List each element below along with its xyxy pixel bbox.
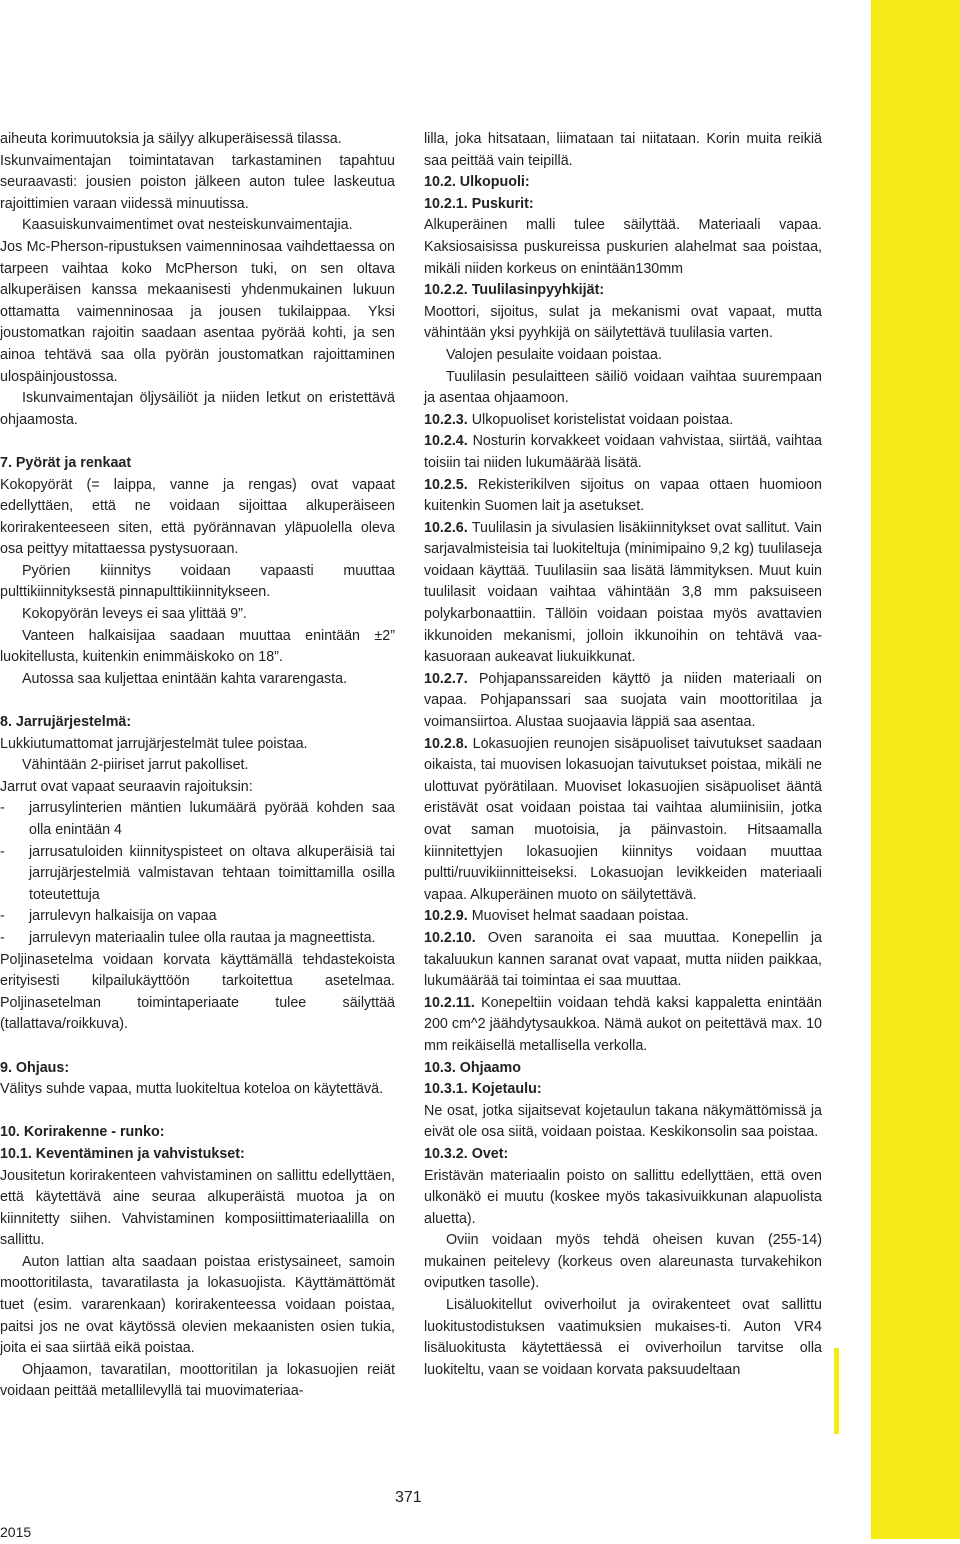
body-paragraph: Pyörien kiinnitys voidaan vapaasti muuttaa pulttikiinnityksestä pinnapulttikiinnitykseen. (0, 562, 395, 601)
section-gap (0, 1101, 395, 1123)
body-paragraph: Ne osat, jotka sijaitsevat kojetaulun takana näkymättömissä ja eivät ole osa siitä, voidaan poistaa. Keskikonsolin saa poistaa. (424, 1102, 822, 1141)
section-heading: 10.1. Keventäminen ja vahvistukset: (0, 1145, 245, 1162)
clause-number: 10.2.11. (424, 994, 475, 1011)
section-gap (0, 431, 395, 453)
clause-number: 10.2.3. (424, 411, 468, 428)
section-heading: 7. Pyörät ja renkaat (0, 454, 132, 471)
dash-marker: - (0, 843, 5, 860)
dash-item-text: jarrusylinterien mäntien lukumäärä pyörää kohden saa olla enintään 4 (29, 800, 395, 838)
body-paragraph: Alkuperäinen malli tulee säilyttää. Materiaali vapaa. Kaksiosaisissa puskureissa puskurien alahelmat saa poistaa, mikäli niiden korkeus on enintään130mm (424, 217, 822, 277)
section-heading: 9. Ohjaus: (0, 1059, 70, 1076)
clause-number: 10.2.7. (424, 670, 468, 687)
yellow-edge-bar (871, 0, 960, 1539)
dash-item-text: jarrulevyn halkaisija on vapaa (29, 908, 217, 925)
dash-item-text: jarrulevyn materiaalin tulee olla rautaa ja magneettista. (29, 929, 376, 946)
dash-list-item (0, 906, 395, 928)
numbered-paragraph (424, 906, 822, 928)
numbered-paragraph (424, 669, 822, 734)
page-number: 371 (395, 1489, 422, 1506)
clause-text: Tuulilasin ja sivulasien lisäkiinnitykset ovat sallitut. Vain sarjavalmisteisia tai luokiteltuja (minimipaino 9,2 kg) tuulilaseja voidaan käyttää. Tuulilasiin saa lisätä lämmityksen. Muut kuin tuulilasit voidaan vaihtaa vähintään 3,8 mm paksuiseen polykarbonaattiin. Tällöin voidaan poistaa myös avattavien ikkunoiden mekanismi, jolloin ikkunoihin on tehtävä vaa-kasuoraan aukeavat liukuikkunat. (424, 519, 823, 666)
body-paragraph: Jarrut ovat vapaat seuraavin rajoituksin: (0, 778, 253, 795)
body-paragraph: Valojen pesulaite voidaan poistaa. (446, 346, 662, 363)
clause-number: 10.2.5. (424, 476, 468, 493)
numbered-paragraph (424, 928, 822, 993)
body-paragraph: Lukkiutumattomat jarrujärjestelmät tulee poistaa. (0, 735, 308, 752)
section-heading: 10. Korirakenne - runko: (0, 1124, 165, 1141)
right-column (424, 129, 822, 1381)
dash-marker: - (0, 929, 5, 946)
section-gap (0, 690, 395, 712)
clause-number: 10.2.10. (424, 929, 476, 946)
clause-text: Pohjapanssareiden käyttö ja niiden materiaali on vapaa. Pohjapanssari saa suojata vain moottoritilaa ja voimansiirtoa. Alustaa suojaavia läppiä saa asentaa. (424, 670, 822, 731)
numbered-paragraph (424, 410, 822, 432)
dash-item-text: jarrusatuloiden kiinnityspisteet on oltava alkuperäisiä tai jarrujärjestelmiä valmistavan tehtaan toimittamilla osilla toteutettuja (29, 843, 395, 903)
clause-number: 10.2.9. (424, 908, 468, 925)
section-heading: 10.2.2. Tuulilasinpyyhkijät: (424, 282, 605, 299)
body-paragraph: Iskunvaimentajan öljysäiliöt ja niiden letkut on eristettävä ohjaamosta. (0, 390, 395, 428)
numbered-paragraph (424, 518, 822, 669)
body-paragraph: aiheuta korimuutoksia ja säilyy alkuperäisessä tilassa. (0, 131, 342, 147)
footer-year: 2015 (0, 1524, 32, 1540)
body-paragraph: Oviin voidaan myös tehdä oheisen kuvan (255-14) mukainen peitelevy (korkeus oven alareunasta turvakehikon oviputken tasolle). (424, 1232, 822, 1292)
section-heading: 8. Jarrujärjestelmä: (0, 714, 132, 731)
body-paragraph: Tuulilasin pesulaitteen säiliö voidaan vaihtaa suurempaan ja asentaa ohjaamoon. (424, 368, 822, 407)
body-paragraph: Lisäluokitellut oviverhoilut ja ovirakenteet ovat sallittu luokitustodistuksen vaatimuksien mukaises-ti. Auton VR4 lisäluokitusta käytettäessä ei oviverhoilun tarvitse olla luokiteltu, vaan se voidaan korvata paksuudeltaan (424, 1297, 822, 1378)
body-paragraph: Poljinasetelma voidaan korvata käyttämällä tehdastekoista erityisesti kilpailukäyttöön tarkoitettua asetelmaa. Poljinasetelman toimintaperiaate tulee säilyttää (tallattava/roikkuva). (0, 951, 395, 1033)
numbered-paragraph (424, 475, 822, 518)
body-paragraph: Iskunvaimentajan toimintatavan tarkastaminen tapahtuu seuraavasti: jousien poiston jälkeen auton tulee laskeutua rajoittimien varaan viidessä minuutissa. (0, 152, 395, 212)
dash-list-item (0, 842, 395, 907)
body-paragraph: Kaasuiskunvaimentimet ovat nesteiskunvaimentajia. (22, 217, 353, 234)
body-paragraph: Auton lattian alta saadaan poistaa eristysaineet, samoin moottoritilasta, tavaratilasta ja lokasuojista. Käyttämättömät tuet (esim. vararenkaan) korirakenteessa voidaan poistaa, paitsi jos ne ovat käytössä olevien mekaanisten osien tukia, joita ei saa siirtää eikä poistaa. (0, 1253, 395, 1357)
clause-text: Nosturin korvakkeet voidaan vahvistaa, siirtää, vaihtaa toisiin tai niiden lukumäärää lisätä. (424, 433, 822, 471)
clause-number: 10.2.6. (424, 519, 468, 536)
change-marker-bar (834, 1348, 839, 1434)
left-column (0, 129, 395, 1403)
clause-text: Rekisterikilven sijoitus on vapaa ottaen huomioon kuitenkin Suomen lait ja asetukset. (424, 476, 822, 515)
clause-number: 10.2.4. (424, 433, 468, 450)
body-paragraph: Moottori, sijoitus, sulat ja mekanismi ovat vapaat, mutta vähintään yksi pyyhkijä on säilytettävä tuulilasia varten. (424, 303, 822, 342)
section-heading: 10.3.1. Kojetaulu: (424, 1081, 542, 1098)
dash-list-item (0, 928, 395, 950)
section-heading: 10.2. Ulkopuoli: (424, 174, 530, 191)
clause-text: Muoviset helmat saadaan poistaa. (471, 908, 689, 925)
section-heading: 10.3.2. Ovet: (424, 1145, 509, 1162)
section-gap (0, 1036, 395, 1058)
body-paragraph: Kokopyörät (= laippa, vanne ja rengas) ovat vapaat edellyttäen, että ne voidaan sijoittaa alkuperäiseen korirakenteeseen siten, että pyörännavan yläpuolella oleva osa peittyy mitattaessa pystysuoraan. (0, 476, 395, 558)
clause-text: Oven saranoita ei saa muuttaa. Konepellin ja takaluukun kannen saranat ovat vapaat, mutta niiden paikkaa, lukumäärää tai toimintaa ei saa muuttaa. (424, 929, 822, 990)
body-paragraph: Ohjaamon, tavaratilan, moottoritilan ja lokasuojien reiät voidaan peittää metallilevyllä tai muovimateriaa- (0, 1361, 395, 1400)
dash-marker: - (0, 800, 5, 817)
body-paragraph: Välitys suhde vapaa, mutta luokiteltua koteloa on käytettävä. (0, 1081, 384, 1098)
numbered-paragraph (424, 993, 822, 1058)
body-paragraph: Kokopyörän leveys ei saa ylittää 9”. (22, 606, 247, 623)
numbered-paragraph (424, 734, 822, 907)
body-paragraph: Jos Mc-Pherson-ripustuksen vaimenninosaa vaihdettaessa on tarpeen vaihtaa koko McPherson tuki, on sen oltava alkuperäisen kanssa mekaanisesti yhdenmukainen lukuun ottamatta vaimenninosaa ja jousen tukilaippaa. Yksi joustomatkan rajoitin saadaan asentaa pyörää kohti, ja sen ainoa tehtävä saa olla pyörän joustomatkan rajoittaminen ulospäinjoustossa. (0, 238, 395, 385)
section-heading: 10.2.1. Puskurit: (424, 195, 534, 212)
body-paragraph: Vanteen halkaisijaa saadaan muuttaa enintään ±2” luokitellusta, kuitenkin enimmäiskoko on 18”. (0, 627, 395, 666)
numbered-paragraph (424, 431, 822, 474)
clause-number: 10.2.8. (424, 735, 468, 752)
dash-marker: - (0, 908, 5, 925)
body-paragraph: Autossa saa kuljettaa enintään kahta vararengasta. (22, 670, 348, 687)
body-paragraph: lilla, joka hitsataan, liimataan tai niitataan. Korin muita reikiä saa peittää vain teipillä. (424, 131, 822, 169)
section-heading: 10.3. Ohjaamo (424, 1059, 521, 1076)
clause-text: Ulkopuoliset koristelistat voidaan poistaa. (471, 411, 734, 428)
clause-text: Konepeltiin voidaan tehdä kaksi kappaletta enintään 200 cm^2 jäähdytysaukkoa. Nämä aukot on peitettävä max. 10 mm reikäisellä metallisella verkolla. (424, 994, 822, 1054)
body-paragraph: Eristävän materiaalin poisto on sallittu edellyttäen, että oven ulkonäkö ei muutu (koskee myös takasivuikkunan alapuolista aluetta). (424, 1167, 822, 1227)
clause-text: Lokasuojien reunojen sisäpuoliset taivutukset saadaan oikaista, tai muovisen lokasuojan taivutukset poistaa, mikäli ne ulottuvat pyörätilaan. Muoviset lokasuojien sisäpuoliset ääntä eristävät osat voidaan poistaa tai vaihtaa alumiinisiin, jotka ovat saman muotoisia, ja päinvastoin. Hitsaamalla kiinnitettyjen lokasuojien kiinnitys voidaan muuttaa pultti/ruuvikiinnitteiseksi. Lokasuojan levikkeiden materiaali vapaa. Alkuperäinen muoto on säilytettävä. (424, 735, 822, 903)
body-paragraph: Vähintään 2-piiriset jarrut pakolliset. (22, 757, 249, 774)
body-paragraph: Jousitetun korirakenteen vahvistaminen on sallittu edellyttäen, että käytettävä aine seuraa alkuperäistä muotoa ja on kiinnitetty siihen. Vahvistaminen komposiittimateriaalilla on sallittu. (0, 1167, 395, 1249)
dash-list-item (0, 798, 395, 841)
